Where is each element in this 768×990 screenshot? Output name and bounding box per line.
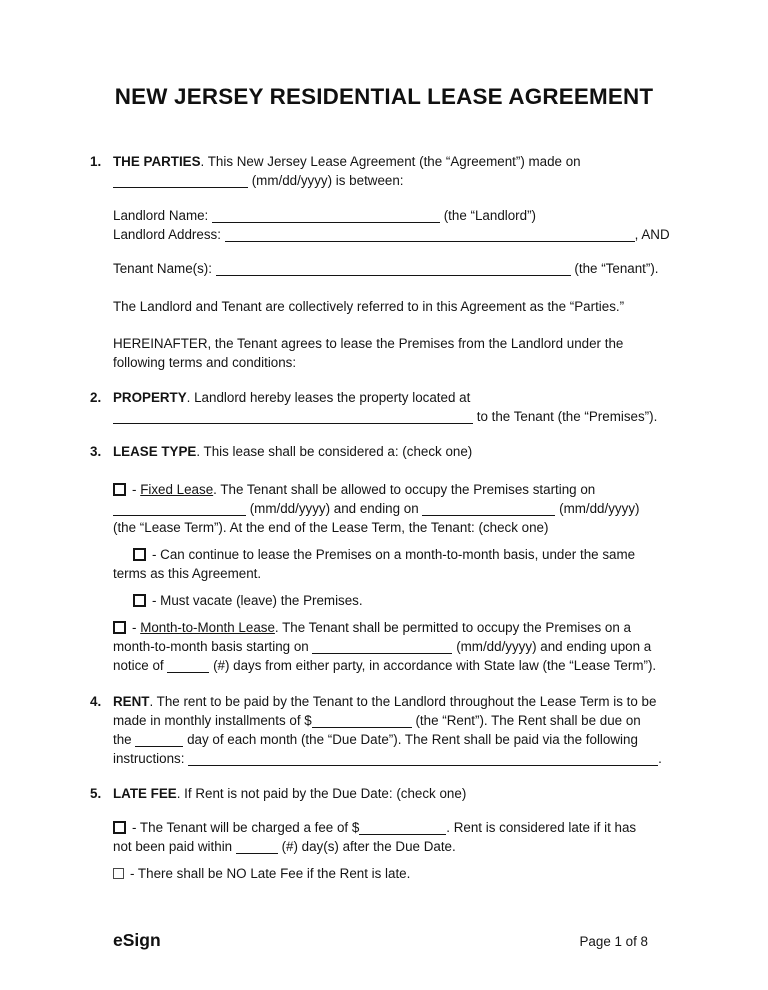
paragraph-text: (the “Lease Term”). At the end of the Lease Term, the Tenant: (check one) bbox=[113, 520, 549, 535]
parties-collective-note bbox=[113, 297, 679, 316]
paragraph-text: (mm/dd/yyyy) and ending upon a bbox=[452, 639, 652, 654]
paragraph-text: HEREINAFTER, the Tenant agrees to lease the Premises from the Landlord under the bbox=[113, 336, 624, 351]
paragraph-text: . The rent to be paid by the Tenant to the Landlord throughout the Lease Term is to be bbox=[149, 694, 657, 709]
paragraph-text: . The Tenant shall be allowed to occupy the Premises starting on bbox=[213, 482, 596, 497]
paragraph-text: - Can continue to lease the Premises on a month-to-month basis, under the same bbox=[152, 547, 636, 562]
paragraph-text: The Landlord and Tenant are collectively referred to in this Agreement as the “Parties.” bbox=[113, 299, 625, 314]
fixed-lease-label: Fixed Lease bbox=[140, 482, 214, 497]
paragraph-text: . The Tenant shall be permitted to occupy the Premises on a bbox=[274, 620, 631, 635]
late-fee-charged-option bbox=[113, 818, 679, 856]
m2m-start-date-field[interactable] bbox=[312, 639, 452, 654]
landlord-name-label: Landlord Name: bbox=[113, 208, 212, 223]
paragraph-text: terms as this Agreement. bbox=[113, 566, 262, 581]
section-heading: PROPERTY bbox=[113, 390, 187, 405]
month-to-month-lease-label: Month-to-Month Lease bbox=[140, 620, 275, 635]
paragraph-text: - bbox=[132, 482, 141, 497]
landlord-lines bbox=[113, 206, 679, 244]
section-heading: LATE FEE bbox=[113, 786, 177, 801]
section-property bbox=[90, 388, 679, 426]
landlord-address-field[interactable] bbox=[225, 227, 635, 242]
paragraph-text: (mm/dd/yyyy) is between: bbox=[248, 173, 404, 188]
paragraph-text: . This lease shall be considered a: (check one) bbox=[196, 444, 473, 459]
page-indicator: Page 1 of 8 bbox=[579, 934, 648, 949]
paragraph-text: (#) days from either party, in accordance with State law (the “Lease Term”). bbox=[209, 658, 657, 673]
paragraph-text: (#) day(s) after the Due Date. bbox=[277, 839, 456, 854]
section-lease-type bbox=[90, 442, 679, 461]
agreement-date-field[interactable] bbox=[113, 173, 248, 188]
paragraph-text: the bbox=[113, 732, 136, 747]
must-vacate-checkbox[interactable] bbox=[133, 594, 146, 607]
paragraph-text: . Rent is considered late if it has bbox=[446, 820, 637, 835]
continue-month-to-month-checkbox[interactable] bbox=[133, 548, 146, 561]
paragraph-text: following terms and conditions: bbox=[113, 355, 297, 370]
paragraph-text: (mm/dd/yyyy) and ending on bbox=[246, 501, 423, 516]
notice-days-field[interactable] bbox=[167, 658, 209, 673]
section-number: 1. bbox=[90, 154, 102, 169]
property-address-field[interactable] bbox=[113, 409, 473, 424]
continue-month-to-month-option bbox=[113, 545, 679, 583]
paragraph-text: day of each month (the “Due Date”). The Rent shall be paid via the following bbox=[183, 732, 638, 747]
document-title: NEW JERSEY RESIDENTIAL LEASE AGREEMENT bbox=[114, 84, 654, 109]
paragraph-text: - bbox=[132, 620, 141, 635]
landlord-address-label: Landlord Address: bbox=[113, 227, 225, 242]
fixed-start-date-field[interactable] bbox=[113, 501, 246, 516]
fixed-end-date-field[interactable] bbox=[422, 501, 555, 516]
paragraph-text: made in monthly installments of $ bbox=[113, 713, 312, 728]
section-late-fee bbox=[90, 784, 679, 803]
paragraph-text: - The Tenant will be charged a fee of $ bbox=[132, 820, 360, 835]
fixed-lease-option bbox=[113, 480, 679, 537]
paragraph-text: month-to-month basis starting on bbox=[113, 639, 313, 654]
late-fee-days-field[interactable] bbox=[236, 839, 278, 854]
no-late-fee-option bbox=[113, 864, 679, 883]
section-number: 2. bbox=[90, 390, 102, 405]
esign-logo: eSign bbox=[113, 930, 161, 950]
tenant-line bbox=[113, 259, 679, 278]
tenant-names-field[interactable] bbox=[216, 261, 571, 276]
paragraph-text: (mm/dd/yyyy) bbox=[555, 501, 640, 516]
rent-due-day-field[interactable] bbox=[135, 732, 183, 747]
paragraph-text: (the “Landlord”) bbox=[440, 208, 537, 223]
late-fee-amount-field[interactable] bbox=[359, 820, 446, 835]
paragraph-text: - There shall be NO Late Fee if the Rent is late. bbox=[130, 866, 411, 881]
payment-instructions-field[interactable] bbox=[188, 751, 658, 766]
paragraph-text: (the “Tenant”). bbox=[570, 261, 659, 276]
section-heading: THE PARTIES bbox=[113, 154, 201, 169]
paragraph-text: not been paid within bbox=[113, 839, 236, 854]
paragraph-text: . Landlord hereby leases the property located at bbox=[186, 390, 471, 405]
no-late-fee-checkbox[interactable] bbox=[113, 868, 124, 879]
month-to-month-lease-option bbox=[113, 618, 679, 675]
section-the-parties-intro bbox=[90, 152, 679, 190]
paragraph-text: . This New Jersey Lease Agreement (the “Agreement”) made on bbox=[200, 154, 581, 169]
section-heading: RENT bbox=[113, 694, 150, 709]
section-number: 4. bbox=[90, 694, 102, 709]
must-vacate-option bbox=[113, 591, 679, 610]
paragraph-text: . bbox=[658, 751, 662, 766]
paragraph-text: - Must vacate (leave) the Premises. bbox=[152, 593, 363, 608]
late-fee-charged-checkbox[interactable] bbox=[113, 821, 126, 834]
section-heading: LEASE TYPE bbox=[113, 444, 197, 459]
tenant-names-label: Tenant Name(s): bbox=[113, 261, 216, 276]
paragraph-text: (the “Rent”). The Rent shall be due on bbox=[411, 713, 641, 728]
section-rent bbox=[90, 692, 679, 768]
landlord-name-field[interactable] bbox=[212, 208, 440, 223]
month-to-month-lease-checkbox[interactable] bbox=[113, 621, 126, 634]
section-number: 5. bbox=[90, 786, 102, 801]
paragraph-text: . If Rent is not paid by the Due Date: (check one) bbox=[176, 786, 467, 801]
rent-amount-field[interactable] bbox=[312, 713, 412, 728]
hereinafter-paragraph bbox=[113, 334, 679, 372]
paragraph-text: notice of bbox=[113, 658, 168, 673]
paragraph-text: to the Tenant (the “Premises”). bbox=[473, 409, 658, 424]
fixed-lease-checkbox[interactable] bbox=[113, 483, 126, 496]
paragraph-text: instructions: bbox=[113, 751, 189, 766]
section-number: 3. bbox=[90, 444, 102, 459]
paragraph-text: , AND bbox=[634, 227, 670, 242]
